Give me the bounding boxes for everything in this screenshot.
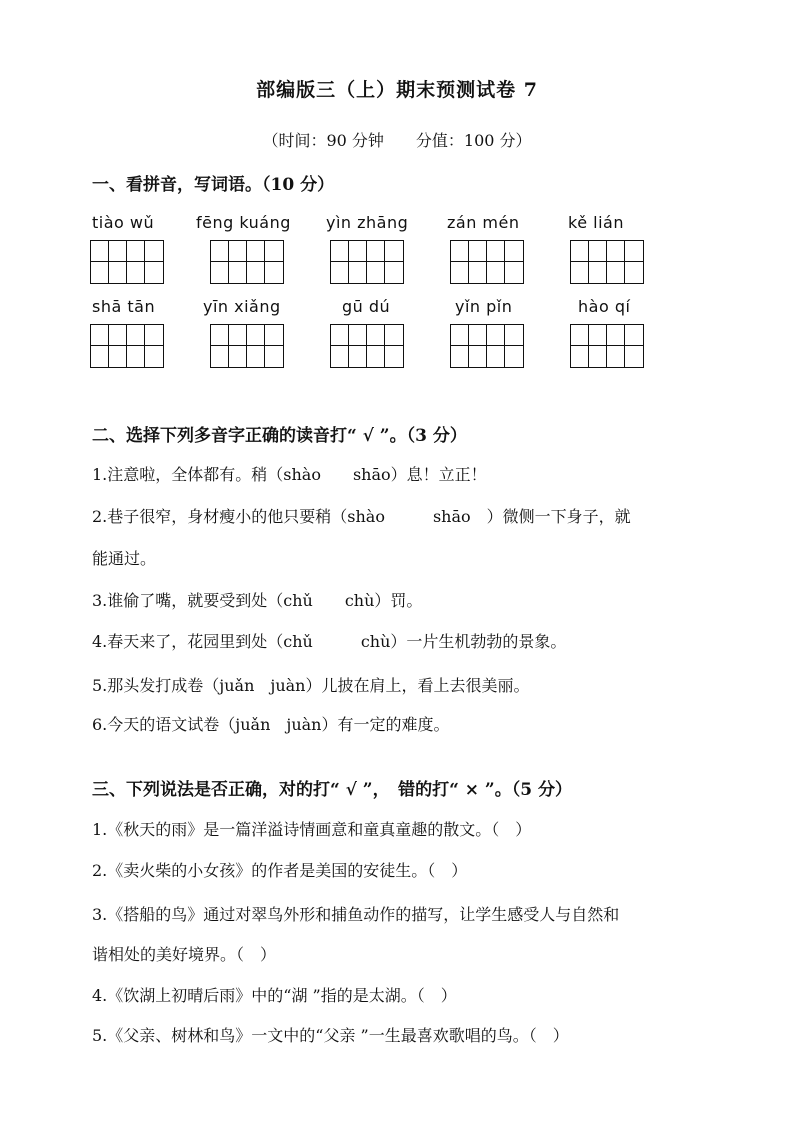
- question-line: 1.注意啦，全体都有。稍（shào shāo）息！立正！: [92, 465, 487, 484]
- pinyin-label: zán mén: [447, 213, 520, 232]
- question-line: 能通过。: [92, 549, 157, 568]
- question-line: 2.《卖火柴的小女孩》的作者是美国的安徒生。（ ）: [92, 861, 468, 880]
- pinyin-label: yǐn pǐn: [455, 297, 513, 316]
- question-line: 5.那头发打成卷（juǎn juàn）儿披在肩上，看上去很美丽。: [92, 676, 530, 695]
- writing-grid[interactable]: [90, 324, 164, 368]
- question-line: 谐相处的美好境界。（ ）: [92, 945, 277, 964]
- question-line: 4.《饮湖上初晴后雨》中的“湖 ”指的是太湖。（ ）: [92, 986, 457, 1005]
- question-line: 4.春天来了，花园里到处（chǔ chù）一片生机勃勃的景象。: [92, 632, 567, 651]
- page-title: 部编版三（上）期末预测试卷 7: [256, 79, 538, 101]
- pinyin-label: hào qí: [578, 297, 631, 316]
- writing-grid[interactable]: [210, 324, 284, 368]
- pinyin-label: gū dú: [342, 297, 391, 316]
- question-line: 6.今天的语文试卷（juǎn juàn）有一定的难度。: [92, 715, 450, 734]
- writing-grid[interactable]: [450, 324, 524, 368]
- writing-grid[interactable]: [570, 324, 644, 368]
- pinyin-label: yīn xiǎng: [203, 297, 281, 316]
- question-line: 3.谁偷了嘴，就要受到处（chǔ chù）罚。: [92, 591, 423, 610]
- writing-grid[interactable]: [330, 240, 404, 284]
- section-1-heading: 一、看拼音，写词语。（10 分）: [92, 175, 335, 195]
- question-line: 3.《搭船的鸟》通过对翠鸟外形和捕鱼动作的描写，让学生感受人与自然和: [92, 905, 620, 924]
- pinyin-label: shā tān: [92, 297, 156, 316]
- writing-grid[interactable]: [90, 240, 164, 284]
- pinyin-label: fēng kuáng: [196, 213, 291, 232]
- question-line: 1.《秋天的雨》是一篇洋溢诗情画意和童真童趣的散文。（ ）: [92, 820, 532, 839]
- question-line: 5.《父亲、树林和鸟》一文中的“父亲 ”一生最喜欢歌唱的鸟。（ ）: [92, 1026, 569, 1045]
- exam-info: （时间：90 分钟 分值：100 分）: [262, 131, 532, 150]
- writing-grid[interactable]: [210, 240, 284, 284]
- pinyin-label: tiào wǔ: [92, 213, 155, 232]
- question-line: 2.巷子很窄，身材瘦小的他只要稍（shào shāo ）微侧一下身子，就: [92, 507, 631, 526]
- writing-grid[interactable]: [570, 240, 644, 284]
- writing-grid[interactable]: [450, 240, 524, 284]
- pinyin-label: yìn zhāng: [326, 213, 409, 232]
- writing-grid[interactable]: [330, 324, 404, 368]
- section-2-heading: 二、选择下列多音字正确的读音打“ √ ”。（3 分）: [92, 426, 467, 446]
- pinyin-label: kě lián: [568, 213, 624, 232]
- section-3-heading: 三、下列说法是否正确，对的打“ √ ”， 错的打“ × ”。（5 分）: [92, 780, 572, 800]
